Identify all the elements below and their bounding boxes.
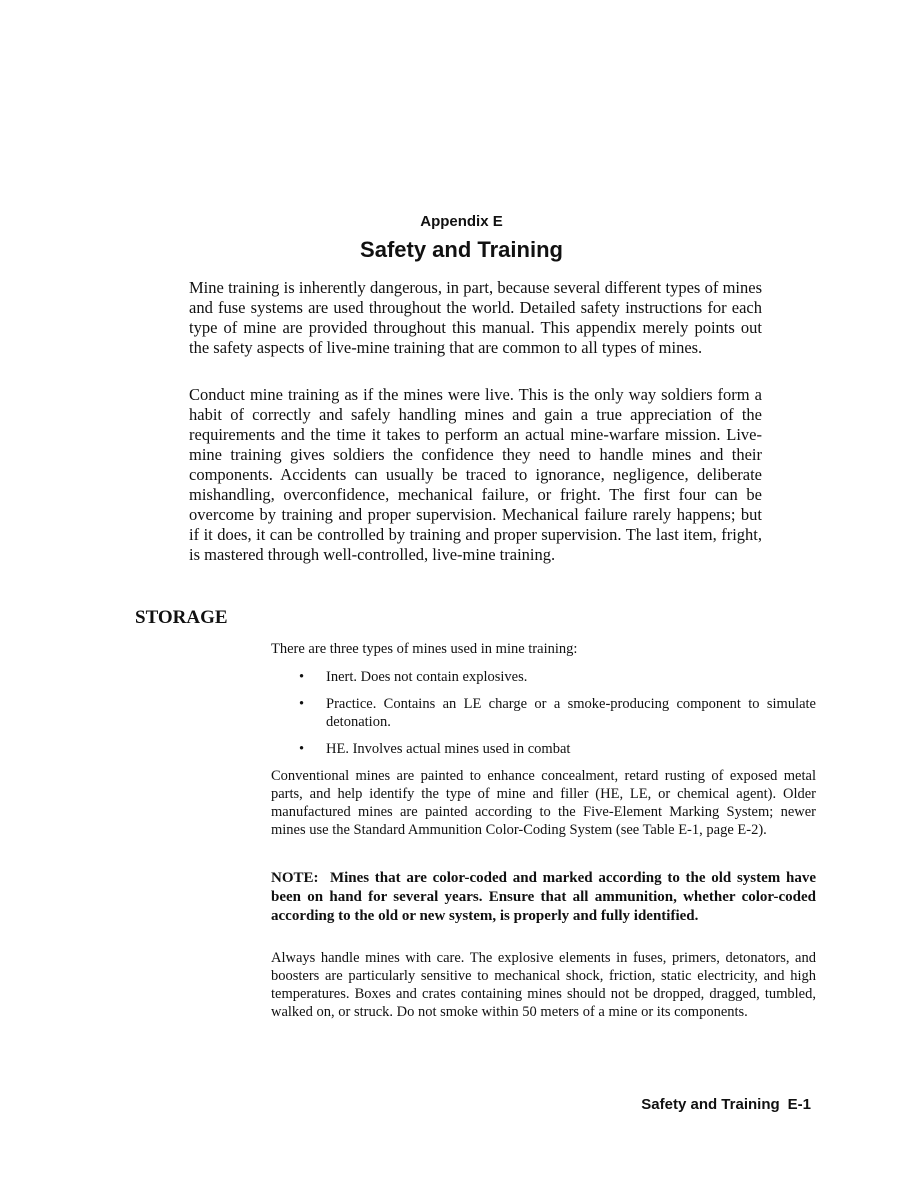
conventional-paragraph-text: Conventional mines are painted to enhance concealment, retard rusting of exposed metal parts, and help identify the type of mine and filler (HE, LE, or chemical agent). Older manufactured mines are painted according to the Five-Element Marking System; newer mines use the Standard Ammunition Color-Coding System (see Table E-1, page E-2). [271,768,816,838]
storage-lead [271,640,816,658]
list-item [271,668,816,686]
list-item [271,740,816,758]
storage-lead-text: There are three types of mines used in mine training: [271,641,578,657]
intro-paragraph-2-text: Conduct mine training as if the mines were live. This is the only way soldiers form a habit of correctly and safely handling mines and gain a true appreciation of the requirements and the time it takes to perform an actual mine-warfare mission. Live-mine training gives soldiers the confidence they need to handle mines and their components. Accidents can usually be traced to ignorance, negligence, deliberate mishandling, overconfidence, mechanical failure, or fright. The first four can be overcome by training and proper supervision. Mechanical failure rarely happens; but if it does, it can be controlled by training and proper supervision. The last item, fright, is mastered through well-controlled, live-mine training. [189,385,762,564]
note-block [271,869,816,926]
bullet-icon: • [299,669,305,685]
list-item-text: HE. Involves actual mines used in combat [326,741,571,757]
list-item-text: Practice. Contains an LE charge or a smoke-producing component to simulate detonation. [326,696,816,730]
page-title: Safety and Training [360,237,563,262]
intro-paragraph-2 [189,385,762,565]
appendix-label: Appendix E [420,213,503,230]
note-label: NOTE: [271,870,319,886]
bullet-icon: • [299,696,305,712]
conventional-paragraph [271,767,816,839]
footer-running-title: Safety and Training [641,1096,780,1113]
list-item [271,695,816,731]
intro-paragraph-1 [189,278,762,358]
bullet-icon: • [299,741,305,757]
section-heading-storage: STORAGE [135,607,228,628]
list-item-text: Inert. Does not contain explosives. [326,669,528,685]
page-footer [641,1096,811,1113]
handling-paragraph [271,949,816,1021]
mine-types-list [271,668,816,758]
intro-paragraph-1-text: Mine training is inherently dangerous, in part, because several different types of mines and fuse systems are used throughout the world. Detailed safety instructions for each type of mine are provided throughout this manual. This appendix merely points out the safety aspects of live-mine training that are common to all types of mines. [189,278,762,357]
note-text: Mines that are color-coded and marked according to the old system have been on hand for several years. Ensure that all ammunition, whether color-coded according to the old or new system, is properly and fully identified. [271,870,817,924]
footer-page-number: E-1 [787,1096,811,1113]
handling-paragraph-text: Always handle mines with care. The explosive elements in fuses, primers, detonators, and boosters are particularly sensitive to mechanical shock, friction, static electricity, and high temperatures. Boxes and crates containing mines should not be dropped, dragged, tumbled, walked on, or struck. Do not smoke within 50 meters of a mine or its components. [271,950,816,1020]
